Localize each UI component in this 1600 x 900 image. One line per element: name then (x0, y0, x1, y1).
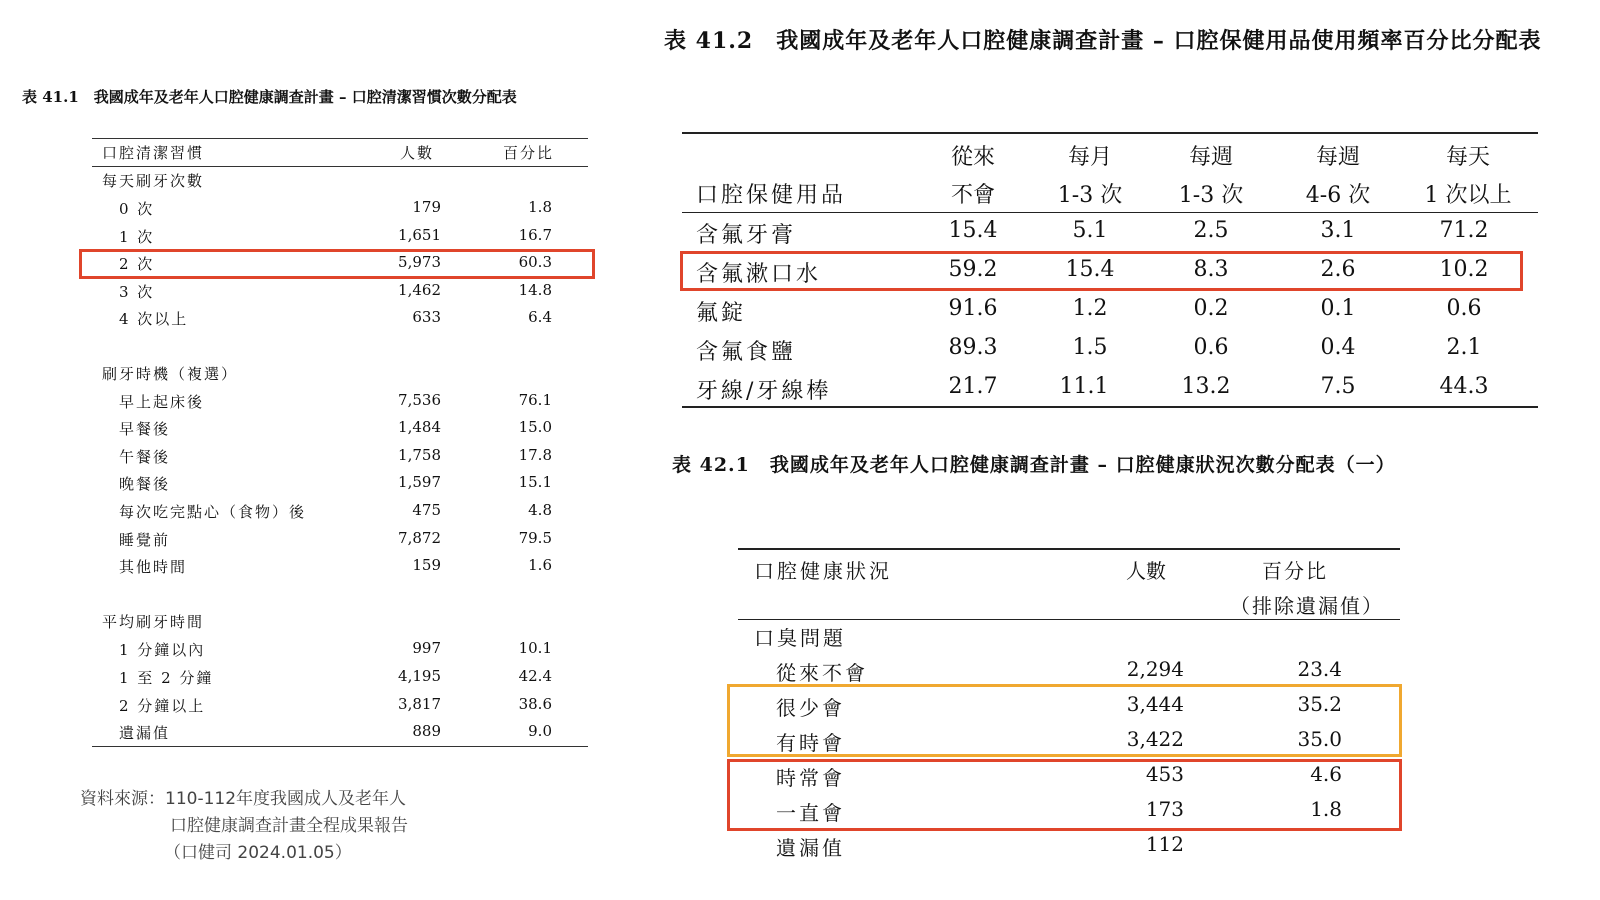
table-row (92, 665, 588, 689)
row-label: 早上起床後 (119, 393, 205, 411)
row-count: 1,462 (398, 281, 441, 299)
section-label: 平均刷牙時間 (102, 613, 205, 631)
section-heading (92, 168, 588, 192)
row-percent: 6.4 (528, 308, 552, 326)
row-label: 含氟食鹽 (696, 340, 797, 365)
row-label: 2 分鐘以上 (119, 697, 206, 715)
table-top-rule (682, 132, 1538, 134)
table-cell: 0.1 (1320, 296, 1356, 321)
table-row (682, 331, 1538, 369)
table-row (92, 196, 588, 220)
section-heading (92, 361, 588, 385)
row-label: 4 次以上 (119, 310, 189, 328)
row-count: 453 (1145, 762, 1184, 786)
table-cell: 15.4 (948, 218, 998, 243)
table-cell: 2.5 (1193, 218, 1229, 243)
header-percent: 百分比 (502, 144, 554, 162)
table-42-1-title: 表 42.1 我國成年及老年人口腔健康調查計畫 – 口腔健康狀況次數分配表（一） (672, 454, 1396, 476)
row-percent: 38.6 (518, 695, 552, 713)
row-percent: 1.8 (1310, 797, 1342, 821)
row-label: 晚餐後 (119, 475, 171, 493)
row-count: 1,597 (398, 473, 441, 491)
header-percent-note: （排除遺漏值） (1230, 594, 1384, 618)
row-percent: 76.1 (518, 391, 552, 409)
section-heading (92, 609, 588, 633)
table-row (92, 499, 588, 523)
table-row (682, 214, 1538, 252)
table-cell: 91.6 (948, 296, 998, 321)
table-header-row (92, 140, 588, 164)
header-cell: 不會 (950, 183, 995, 208)
row-label: 含氟牙膏 (696, 223, 797, 248)
source-note (80, 786, 408, 867)
table-top-rule (92, 138, 588, 139)
row-percent: 60.3 (518, 253, 552, 271)
row-count: 7,872 (398, 529, 441, 547)
row-percent: 1.8 (528, 198, 552, 216)
row-count: 4,195 (398, 667, 441, 685)
row-label: 1 至 2 分鐘 (119, 669, 214, 687)
row-label: 遺漏值 (776, 836, 845, 860)
row-count: 1,651 (398, 226, 441, 244)
row-percent: 42.4 (518, 667, 552, 685)
row-count: 1,758 (398, 446, 441, 464)
section-label: 每天刷牙次數 (102, 172, 205, 190)
row-count: 159 (412, 556, 441, 574)
section-heading (738, 618, 1400, 653)
table-cell: 21.7 (948, 374, 998, 399)
row-label: 1 次 (119, 228, 155, 246)
section-label: 刷牙時機（複選） (102, 365, 239, 383)
header-cell: 每週 (1315, 145, 1360, 170)
table-cell: 8.3 (1193, 257, 1229, 282)
row-percent: 35.0 (1297, 727, 1342, 751)
table-row (92, 416, 588, 440)
highlight-box-red (680, 251, 1523, 291)
row-label: 一直會 (776, 801, 845, 825)
row-count: 3,422 (1126, 727, 1184, 751)
table-cell: 11.1 (1059, 374, 1109, 399)
row-label: 每次吃完點心（食物）後 (119, 503, 307, 521)
row-label: 遺漏值 (119, 724, 171, 742)
table-header-rule (682, 212, 1538, 213)
table-row (92, 720, 588, 744)
row-label: 午餐後 (119, 448, 171, 466)
table-cell: 89.3 (948, 335, 998, 360)
row-label: 睡覺前 (119, 531, 171, 549)
table-41-1-title: 表 41.1 我國成年及老年人口腔健康調查計畫 – 口腔清潔習慣次數分配表 (22, 88, 517, 106)
header-cell: 每月 (1067, 145, 1112, 170)
row-label: 很少會 (776, 696, 845, 720)
row-count: 3,817 (398, 695, 441, 713)
table-header-row (738, 551, 1400, 586)
row-percent: 9.0 (528, 722, 552, 740)
header-cell: 1-3 次 (1178, 183, 1244, 208)
table-row (92, 471, 588, 495)
table-row (92, 224, 588, 248)
row-label: 其他時間 (119, 558, 188, 576)
header-cell: 從來 (950, 145, 995, 170)
table-row (92, 693, 588, 717)
table-cell: 13.2 (1181, 374, 1231, 399)
row-label: 2 次 (119, 255, 155, 273)
row-percent: 23.4 (1297, 657, 1342, 681)
header-count: 人數 (399, 144, 434, 162)
row-percent: 35.2 (1297, 692, 1342, 716)
highlight-box-orange (727, 684, 1402, 757)
table-row (92, 527, 588, 551)
table-row (682, 370, 1538, 408)
source-line: 口腔健康調查計畫全程成果報告 (170, 816, 408, 836)
row-count: 997 (412, 639, 441, 657)
row-label: 時常會 (776, 766, 845, 790)
table-row (92, 444, 588, 468)
row-label: 含氟漱口水 (696, 262, 822, 287)
table-row (738, 653, 1400, 688)
table-row (92, 306, 588, 330)
table-cell: 3.1 (1320, 218, 1356, 243)
header-label: 口腔健康狀況 (754, 559, 892, 583)
row-percent: 16.7 (518, 226, 552, 244)
table-cell: 10.2 (1439, 257, 1489, 282)
table-cell: 0.6 (1193, 335, 1229, 360)
row-percent: 79.5 (518, 529, 552, 547)
row-count: 5,973 (398, 253, 441, 271)
row-percent: 10.1 (518, 639, 552, 657)
table-cell: 59.2 (948, 257, 998, 282)
table-header-row (682, 174, 1538, 212)
header-percent: 百分比 (1262, 559, 1328, 583)
table-bottom-rule (682, 406, 1538, 408)
table-header-row (682, 136, 1538, 174)
row-count: 633 (412, 308, 441, 326)
row-label: 1 分鐘以內 (119, 641, 206, 659)
row-percent: 1.6 (528, 556, 552, 574)
row-count: 889 (412, 722, 441, 740)
table-row (92, 279, 588, 303)
table-cell: 0.4 (1320, 335, 1356, 360)
row-count: 7,536 (398, 391, 441, 409)
row-label: 從來不會 (776, 661, 868, 685)
row-percent: 15.0 (518, 418, 552, 436)
source-line: （口健司 2024.01.05） (164, 843, 352, 863)
row-label: 早餐後 (119, 420, 171, 438)
table-row (738, 828, 1400, 863)
table-cell: 1.5 (1072, 335, 1108, 360)
table-bottom-rule (92, 746, 588, 747)
row-count: 2,294 (1126, 657, 1184, 681)
header-cell: 4-6 次 (1305, 183, 1371, 208)
header-label: 口腔保健用品 (696, 183, 847, 208)
table-header-rule (92, 166, 588, 167)
row-percent: 4.8 (528, 501, 552, 519)
table-top-rule (738, 548, 1400, 550)
table-row (92, 389, 588, 413)
row-percent: 15.1 (518, 473, 552, 491)
section-label: 口臭問題 (754, 626, 846, 650)
row-percent: 4.6 (1310, 762, 1342, 786)
header-count: 人數 (1126, 559, 1166, 583)
table-row (92, 554, 588, 578)
row-label: 3 次 (119, 283, 155, 301)
header-cell: 1-3 次 (1057, 183, 1123, 208)
row-label: 氟錠 (696, 301, 747, 326)
table-cell: 71.2 (1439, 218, 1489, 243)
header-cell: 每天 (1445, 145, 1490, 170)
row-percent: 17.8 (518, 446, 552, 464)
table-header-row (738, 586, 1400, 621)
table-cell: 5.1 (1072, 218, 1108, 243)
highlight-box-red (727, 759, 1402, 831)
table-cell: 0.2 (1193, 296, 1229, 321)
row-count: 179 (412, 198, 441, 216)
row-count: 173 (1145, 797, 1184, 821)
source-line: 資料來源：110-112年度我國成人及老年人 (80, 789, 407, 809)
row-label: 0 次 (119, 200, 155, 218)
row-count: 3,444 (1126, 692, 1184, 716)
table-cell: 15.4 (1065, 257, 1115, 282)
row-count: 1,484 (398, 418, 441, 436)
row-label: 有時會 (776, 731, 845, 755)
table-cell: 2.6 (1320, 257, 1356, 282)
table-cell: 0.6 (1446, 296, 1482, 321)
table-cell: 2.1 (1446, 335, 1482, 360)
row-label: 牙線/牙線棒 (696, 379, 832, 404)
table-cell: 7.5 (1320, 374, 1356, 399)
header-cell: 每週 (1188, 145, 1233, 170)
table-row (92, 637, 588, 661)
header-cell: 1 次以上 (1424, 183, 1512, 208)
highlight-box-red (79, 249, 595, 279)
row-percent: 14.8 (518, 281, 552, 299)
table-41-2-title: 表 41.2 我國成年及老年人口腔健康調查計畫 – 口腔保健用品使用頻率百分比分配表 (664, 28, 1542, 54)
table-cell: 1.2 (1072, 296, 1108, 321)
table-cell: 44.3 (1439, 374, 1489, 399)
row-count: 475 (412, 501, 441, 519)
row-count: 112 (1145, 832, 1184, 856)
table-row (682, 292, 1538, 330)
header-label: 口腔清潔習慣 (102, 144, 205, 162)
